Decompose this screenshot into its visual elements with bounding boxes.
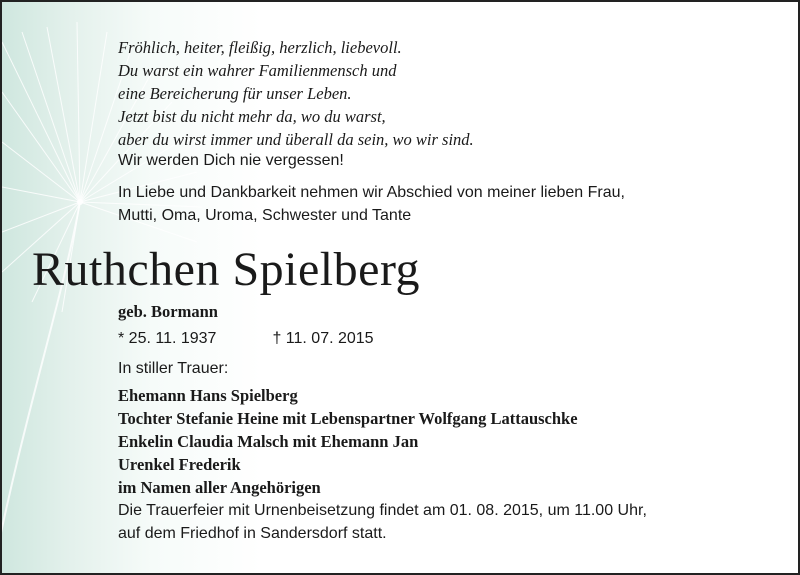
poem-line: aber du wirst immer und überall da sein, wo wir sind. — [118, 130, 474, 149]
mourner-entry: Tochter Stefanie Heine mit Lebenspartner Wolfgang Lattauschke — [118, 409, 578, 428]
mourner-entry: im Namen aller Angehörigen — [118, 478, 321, 497]
mourner-entry: Ehemann Hans Spielberg — [118, 386, 298, 405]
mourner-entry: Enkelin Claudia Malsch mit Ehemann Jan — [118, 432, 419, 451]
farewell-line: In Liebe und Dankbarkeit nehmen wir Abschied von meiner lieben Frau, — [118, 184, 625, 201]
death-date: † 11. 07. 2015 — [272, 330, 374, 347]
never-forget-line: Wir werden Dich nie vergessen! — [118, 152, 344, 169]
poem-line: Du warst ein wahrer Familienmensch und — [118, 61, 397, 80]
poem — [118, 36, 474, 151]
poem-line: Fröhlich, heiter, fleißig, herzlich, liebevoll. — [118, 38, 402, 57]
poem-line: eine Bereicherung für unser Leben. — [118, 84, 352, 103]
maiden-name: geb. Bormann — [118, 302, 218, 321]
service-line: Die Trauerfeier mit Urnenbeisetzung findet am 01. 08. 2015, um 11.00 Uhr, — [118, 502, 647, 519]
birth-date: * 25. 11. 1937 — [118, 330, 217, 347]
service-line: auf dem Friedhof in Sandersdorf statt. — [118, 525, 387, 542]
life-dates — [118, 330, 374, 348]
mourning-heading: In stiller Trauer: — [118, 360, 229, 377]
poem-line: Jetzt bist du nicht mehr da, wo du warst, — [118, 107, 386, 126]
mourners-list — [118, 384, 578, 499]
deceased-name: Ruthchen Spielberg — [32, 243, 421, 296]
mourner-entry: Urenkel Frederik — [118, 455, 241, 474]
farewell-line: Mutti, Oma, Uroma, Schwester und Tante — [118, 207, 412, 224]
